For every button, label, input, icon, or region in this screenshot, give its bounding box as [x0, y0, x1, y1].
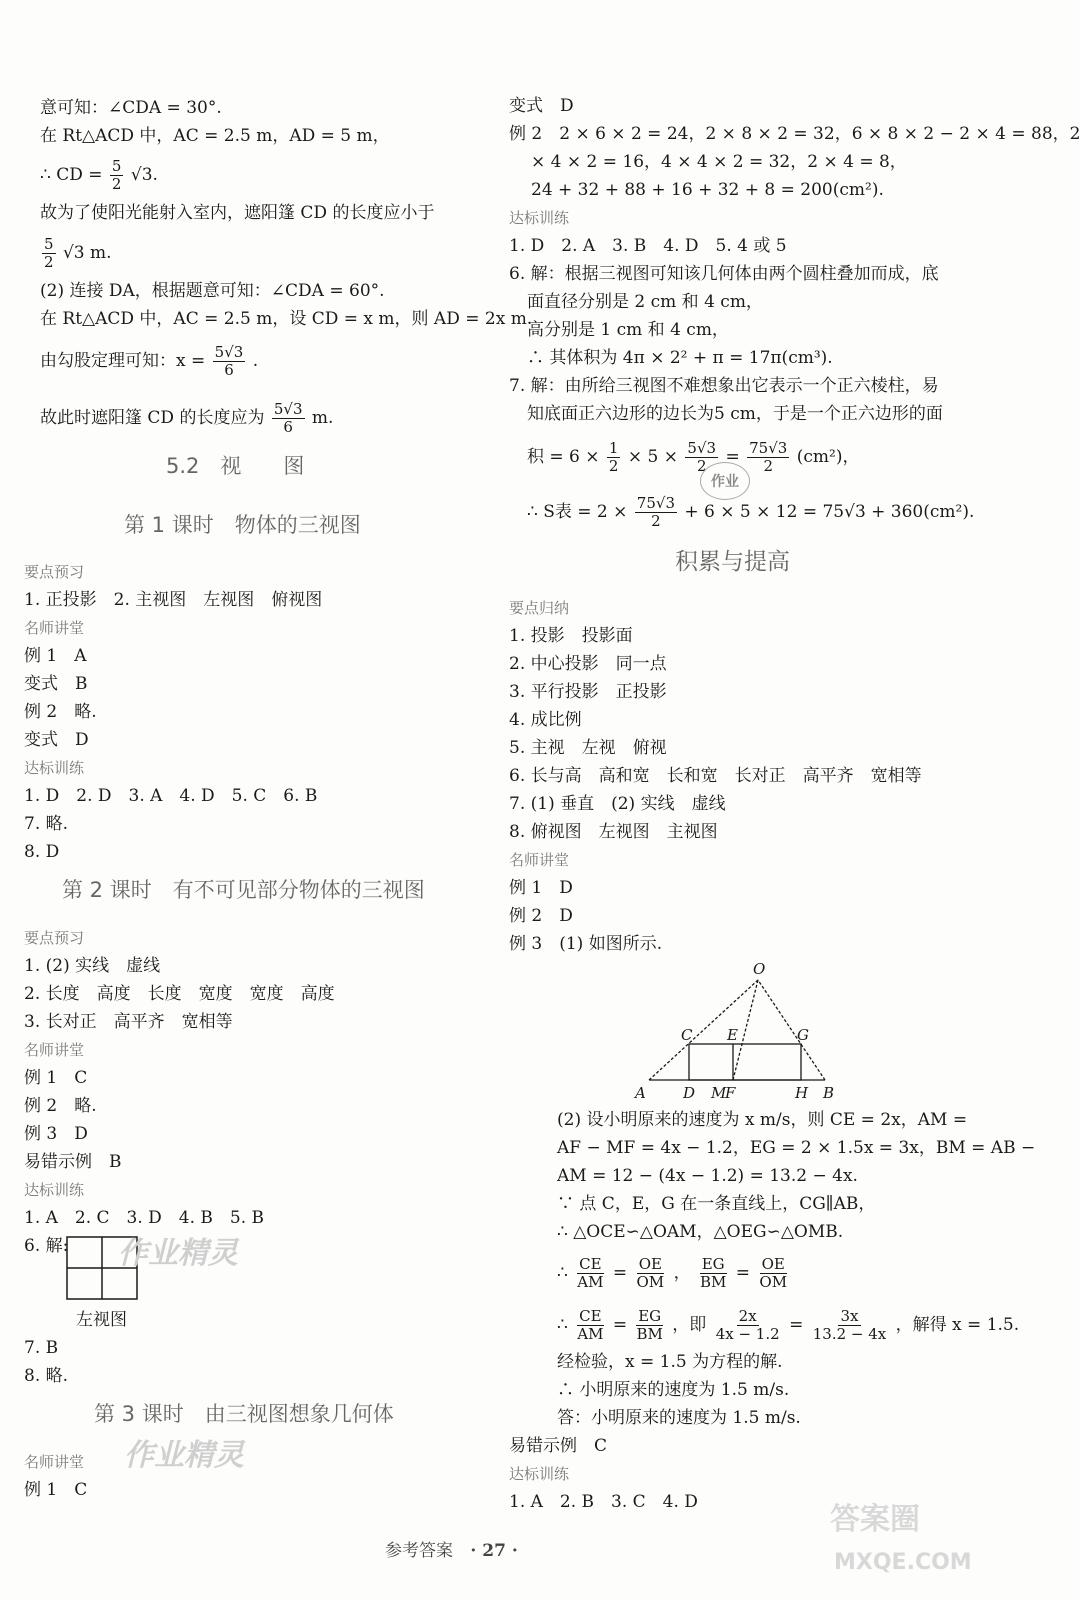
answer-line: 1. A 2. C 3. D 4. B 5. B	[24, 1208, 265, 1228]
answer-line: 例 1 A	[24, 646, 87, 666]
answer-line: 1. 正投影 2. 主视图 左视图 俯视图	[24, 590, 323, 610]
fraction: $\frac{75√3}{2}$	[636, 494, 675, 530]
solution-line: ∴ 小明原来的速度为 1.5 m/s.	[557, 1380, 790, 1400]
left-line: 故此时遮阳篷 CD 的长度应为 $\frac{5√3}{6}$ m.	[40, 400, 334, 436]
right-line: 积 = 6 × $\frac{1}{2}$ × 5 × $\frac{5√3}{2}$ = $\frac{75√3}{2}$ (cm²)，	[527, 439, 860, 475]
label-O: O	[753, 960, 766, 978]
fraction: $\frac{EG}{BM}$	[699, 1255, 727, 1291]
right-line: 知底面正六边形的边长为5 cm，于是一个正六边形的面	[527, 404, 943, 424]
answer-line: 1. 投影 投影面	[509, 626, 633, 646]
right-line: 高分别是 1 cm 和 4 cm，	[527, 320, 729, 340]
section-label: 名师讲堂	[509, 851, 570, 869]
fraction: $\frac{CE}{AM}$	[577, 1255, 604, 1291]
label-F: F	[725, 1084, 736, 1102]
right-line: ∴ S表 = 2 × $\frac{75√3}{2}$ + 6 × 5 × 12 = 75√3 + 360(cm²).	[527, 494, 975, 530]
fraction: $\frac{5}{2}$	[44, 235, 54, 271]
answer-line: 8. 略.	[24, 1366, 69, 1386]
right-line: 24 + 32 + 88 + 16 + 32 + 8 = 200(cm²).	[531, 180, 884, 200]
left-line: (2) 连接 DA，根据题意可知：∠CDA = 60°.	[40, 281, 385, 301]
url-watermark: MXQE.COM	[834, 1550, 972, 1575]
answer-line: 6. 解:	[24, 1236, 69, 1256]
answer-line: 3. 长对正 高平齐 宽相等	[24, 1012, 233, 1032]
left-line: ∴ CD = $\frac{5}{2}$ √3.	[40, 157, 158, 193]
figure-caption: 左视图	[76, 1310, 127, 1330]
answer-line: 8. D	[24, 842, 60, 862]
answer-line: 例 1 D	[509, 878, 573, 898]
solution-line: ∴ △OCE∽△OAM，△OEG∽△OMB.	[557, 1222, 844, 1242]
answer-line: 2. 长度 高度 长度 宽度 宽度 高度	[24, 984, 335, 1004]
label-D: D	[683, 1084, 696, 1102]
solution-line: AM = 12 − (4x − 1.2) = 13.2 − 4x.	[557, 1166, 858, 1186]
watermark: 作业精灵	[124, 1438, 244, 1473]
section-label: 名师讲堂	[24, 619, 85, 637]
watermark: 作业精灵	[118, 1236, 238, 1271]
lesson-title: 第 3 课时 由三视图想象几何体	[94, 1402, 394, 1426]
left-line: 意可知：∠CDA = 30°.	[40, 98, 222, 118]
answer-line: 2. 中心投影 同一点	[509, 654, 667, 674]
solution-line: ∵ 点 C，E，G 在一条直线上，CG∥AB，	[557, 1194, 876, 1214]
label-A: A	[635, 1084, 646, 1102]
answer-line: 4. 成比例	[509, 710, 582, 730]
answer-line: 1. D 2. A 3. B 4. D 5. 4 或 5	[509, 236, 787, 256]
left-line: $\frac{5}{2}$ √3 m.	[44, 235, 112, 271]
fraction: $\frac{CE}{AM}$	[577, 1307, 604, 1343]
answer-line: 变式 B	[24, 674, 88, 694]
fraction: $\frac{5}{2}$	[111, 157, 122, 193]
label-C: C	[681, 1026, 693, 1044]
answer-line: 例 3 D	[24, 1124, 88, 1144]
label-M: M	[711, 1084, 727, 1102]
answer-line: 6. 长与高 高和宽 长和宽 长对正 高平齐 宽相等	[509, 766, 922, 786]
left-line: 故为了使阳光能射入室内，遮阳篷 CD 的长度应小于	[40, 203, 435, 223]
section-label: 要点预习	[24, 563, 85, 581]
left-line: 在 Rt△ACD 中，AC = 2.5 m，设 CD = x m，则 AD = 2x m.	[40, 309, 533, 329]
fraction: $\frac{3x}{13.2 - 4x}$	[812, 1307, 887, 1343]
answer-line: 变式 D	[24, 730, 89, 750]
section-label: 达标训练	[24, 1181, 85, 1199]
stamp: 作业	[700, 462, 750, 500]
answer-line: 1. D 2. D 3. A 4. D 5. C 6. B	[24, 786, 318, 806]
fraction: $\frac{75√3}{2}$	[749, 439, 788, 475]
section-label: 名师讲堂	[24, 1453, 85, 1471]
answer-line: 易错示例 B	[24, 1152, 122, 1172]
answer-line: 例 3 (1) 如图所示.	[509, 934, 663, 954]
answer-line: 例 2 略.	[24, 1096, 97, 1116]
solution-line: (2) 设小明原来的速度为 x m/s，则 CE = 2x，AM =	[557, 1110, 968, 1130]
solution-line: 答：小明原来的速度为 1.5 m/s.	[557, 1408, 801, 1428]
brand-watermark: 答案圈	[830, 1502, 920, 1537]
solution-line: AF − MF = 4x − 1.2，EG = 2 × 1.5x = 3x，BM = AB −	[557, 1138, 1036, 1158]
lesson-title: 第 1 课时 物体的三视图	[124, 513, 361, 537]
section-label: 达标训练	[509, 1465, 570, 1483]
answer-line: 1. (2) 实线 虚线	[24, 956, 161, 976]
lesson-title: 第 2 课时 有不可见部分物体的三视图	[62, 878, 425, 902]
answer-line: 8. 俯视图 左视图 主视图	[509, 822, 718, 842]
fraction: $\frac{2x}{4x - 1.2}$	[715, 1307, 780, 1343]
solution-line: 经检验，x = 1.5 为方程的解.	[557, 1352, 783, 1372]
page-footer	[385, 1536, 518, 1561]
answer-line: 7. 略.	[24, 814, 69, 834]
fraction: $\frac{OE}{OM}$	[759, 1255, 788, 1291]
answer-line: 7. B	[24, 1338, 59, 1358]
answer-line: 易错示例 C	[509, 1436, 608, 1456]
answer-line: 7. (1) 垂直 (2) 实线 虚线	[509, 794, 726, 814]
section-label: 名师讲堂	[24, 1041, 85, 1059]
left-line: 在 Rt△ACD 中，AC = 2.5 m，AD = 5 m，	[40, 126, 390, 146]
fraction: $\frac{1}{2}$	[608, 439, 619, 475]
page-number: · 27 ·	[470, 1541, 518, 1561]
answer-line: 例 2 略.	[24, 702, 97, 722]
label-H: H	[795, 1084, 809, 1102]
section-title: 积累与提高	[675, 549, 790, 575]
left-line: 由勾股定理可知：x = $\frac{5√3}{6}$ .	[40, 343, 259, 379]
section-title: 5.2 视 图	[166, 454, 305, 478]
right-line: 7. 解：由所给三视图不难想象出它表示一个正六棱柱，易	[509, 376, 939, 396]
answer-line: 3. 平行投影 正投影	[509, 682, 667, 702]
right-line: ∴ 其体积为 4π × 2² + π = 17π(cm³).	[527, 348, 833, 368]
label-B: B	[823, 1084, 835, 1102]
fraction: $\frac{EG}{BM}$	[636, 1307, 663, 1343]
answer-line: 例 2 D	[509, 906, 573, 926]
fraction: $\frac{5√3}{6}$	[273, 400, 303, 436]
geometry-figure	[625, 958, 845, 1104]
section-label: 达标训练	[509, 209, 570, 227]
section-label: 达标训练	[24, 759, 85, 777]
answer-line: 1. A 2. B 3. C 4. D	[509, 1492, 698, 1512]
section-label: 要点预习	[24, 929, 85, 947]
right-line: 例 2 2 × 6 × 2 = 24，2 × 8 × 2 = 32，6 × 8 × 2 − 2 × 4 = 88，2	[509, 124, 1080, 144]
footer-label: 参考答案	[385, 1541, 453, 1561]
label-E: E	[727, 1026, 738, 1044]
fraction: $\frac{5√3}{6}$	[214, 343, 244, 379]
fraction: $\frac{OE}{OM}$	[636, 1255, 665, 1291]
answer-line: 例 1 C	[24, 1068, 88, 1088]
answer-line: 5. 主视 左视 俯视	[509, 738, 667, 758]
solution-line: ∴ $\frac{CE}{AM}$ = $\frac{OE}{OM}$ ， $\frac{EG}{BM}$ = $\frac{OE}{OM}$	[557, 1255, 788, 1291]
right-line: 6. 解：根据三视图可知该几何体由两个圆柱叠加而成，底	[509, 264, 939, 284]
right-line: 面直径分别是 2 cm 和 4 cm，	[527, 292, 763, 312]
section-label: 要点归纳	[509, 599, 570, 617]
answer-line: 例 1 C	[24, 1480, 88, 1500]
fraction: $\frac{5√3}{2}$	[687, 439, 717, 475]
right-line: × 4 × 2 = 16，4 × 4 × 2 = 32，2 × 4 = 8，	[531, 152, 907, 172]
solution-line: ∴ $\frac{CE}{AM}$ = $\frac{EG}{BM}$ ，即 $\frac{2x}{4x - 1.2}$ = $\frac{3x}{13.2 - 4x}$ ，解得 x = 1.5.	[557, 1307, 1020, 1343]
label-G: G	[797, 1026, 809, 1044]
right-line: 变式 D	[509, 96, 574, 116]
